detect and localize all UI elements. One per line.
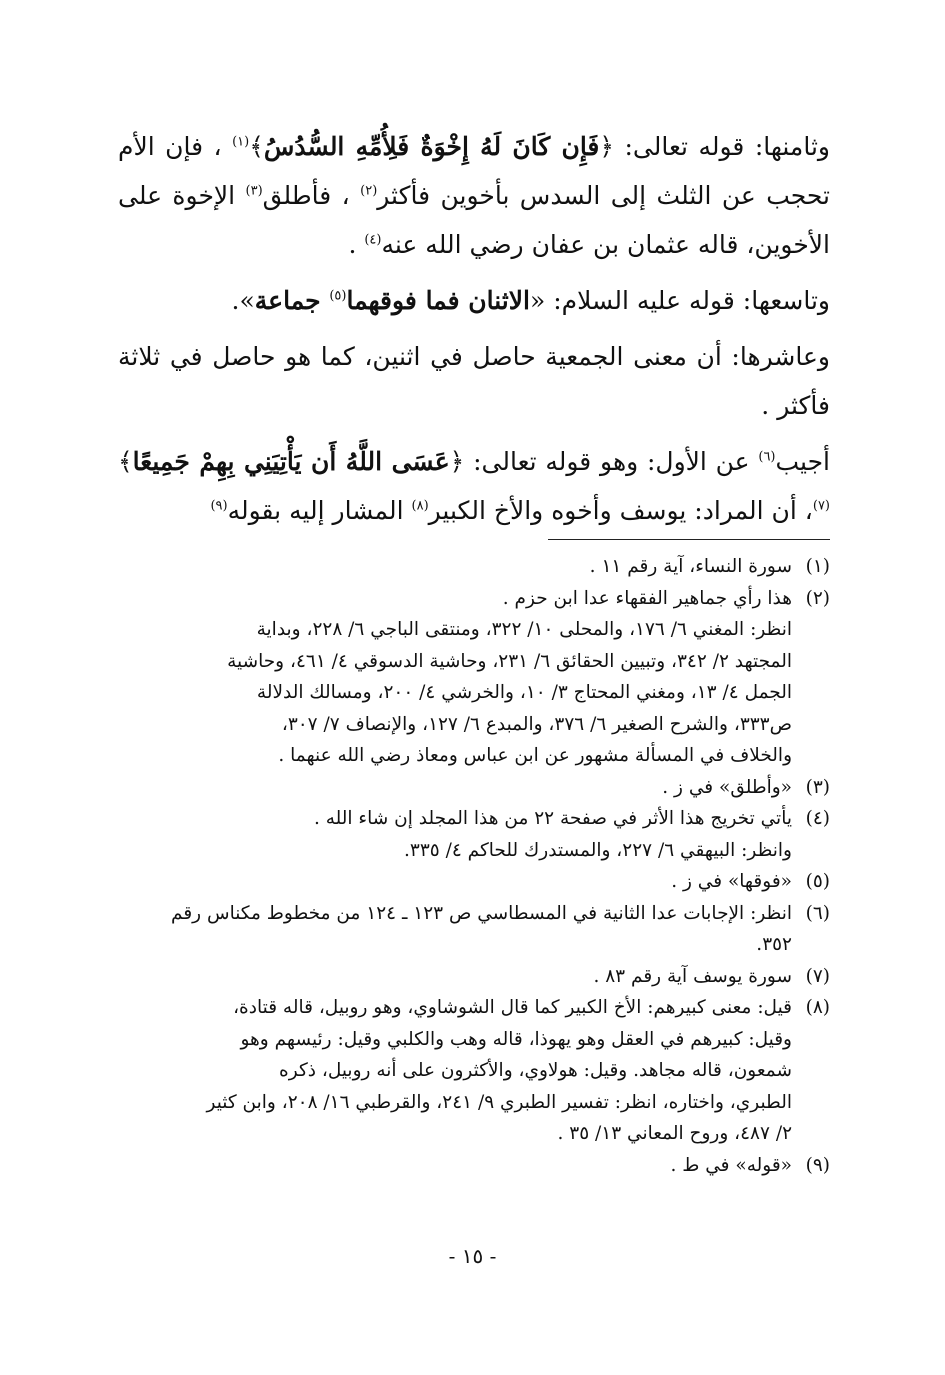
footnote-item (118, 772, 830, 804)
footnote-line: هذا رأي جماهير الفقهاء عدا ابن حزم . (502, 587, 792, 609)
footnote-number: (٨) (805, 997, 830, 1018)
footnote-line: سورة يوسف آية رقم ٨٣ . (593, 965, 792, 987)
text-segment: الإخوة على الأخوين، قاله عثمان بن عفان رضي الله عنه (118, 181, 830, 259)
footnote-line: انظر: المغني ٦/ ١٧٦، والمحلى ١٠/ ٣٢٢، ومنتقى الباجي ٦/ ٢٢٨، وبداية (256, 619, 792, 640)
text-segment: ، فإن الأم تحجب عن الثلث إلى السدس بأخوين فأكثر (118, 132, 830, 210)
main-text (118, 122, 830, 535)
footnote-line: والخلاف في المسألة مشهور عن ابن عباس ومعاذ رضي الله عنهما . (278, 745, 792, 766)
text-segment: ، أن المراد: يوسف وأخوه والأخ الكبير (428, 496, 813, 525)
footnote-ref: (٦) (758, 449, 776, 465)
quran-verse: عَسَى اللَّهُ أَن يَأْتِيَنِي بِهِمْ جَمِيعًا (132, 447, 450, 476)
footnote-number: (٦) (805, 902, 830, 924)
text-segment: . (348, 230, 365, 259)
footnote-line: المجتهد ٢/ ٣٤٢، وتبيين الحقائق ٦/ ٢٣١، وحاشية الدسوقي ٤/ ٤٦١، وحاشية (227, 650, 792, 672)
footnote-ref: (٩) (210, 498, 228, 514)
footnote-number: (٢) (805, 587, 830, 609)
footnote-line: الجمل ٤/ ١٣، ومغني المحتاج ٣/ ١٠، والخرشي ٤/ ٢٠٠، ومسالك الدلالة (256, 682, 792, 703)
text-segment: ﴾ (249, 132, 264, 161)
footnote-line: ص٣٣٣، والشرح الصغير ٦/ ٣٧٦، والمبدع ٦/ ١٢٧، والإنصاف ٧/ ٣٠٧، (281, 713, 792, 735)
footnote-line: وقيل: كبيرهم في العقل وهو يهوذا، قاله وهب والكلبي وقيل: رئيسهم وهو (240, 1028, 792, 1050)
footnote-ref: (٨) (411, 498, 429, 514)
text-segment: ». (231, 286, 255, 315)
footnote-ref: (٤) (364, 232, 382, 248)
footnote-item (118, 551, 830, 583)
footnote-item (118, 898, 830, 961)
footnote-line: سورة النساء، آية رقم ١١ . (589, 556, 792, 577)
footnote-ref: (٧) (812, 498, 830, 514)
footnote-text (118, 992, 792, 1150)
text-segment: عن الأول: وهو قوله تعالى: ﴿ (449, 447, 759, 476)
paragraph-answer (118, 437, 830, 535)
footnote-ref: (٢) (360, 183, 378, 199)
footnote-number: (٣) (805, 776, 830, 798)
footnote-number: (٥) (805, 871, 830, 892)
footnote-item (118, 1150, 830, 1182)
footnote-line: يأتي تخريج هذا الأثر في صفحة ٢٢ من هذا المجلد إن شاء الله . (313, 808, 792, 829)
footnote-ref: (٣) (245, 183, 263, 199)
footnote-ref: (٥) (329, 288, 347, 304)
footnote-ref: (١) (232, 134, 250, 150)
paragraph-tenth: وعاشرها: أن معنى الجمعية حاصل في اثنين، كما هو حاصل في ثلاثة فأكثر . (118, 342, 830, 420)
footnote-line: ٢/ ٤٨٧، وروح المعاني ١٣/ ٣٥ . (557, 1123, 792, 1144)
footnote-text (118, 772, 792, 804)
text-segment: ، فأطلق (262, 181, 361, 210)
footnote-item (118, 803, 830, 866)
footnote-item (118, 992, 830, 1150)
footnote-text (118, 866, 792, 898)
footnote-line: انظر: الإجابات عدا الثانية في المسطاسي ص ١٢٣ ـ ١٢٤ من مخطوط مكناس رقم (171, 902, 792, 924)
footnote-number: (٧) (805, 965, 830, 987)
paragraph-eighth (118, 122, 830, 269)
footnote-line: قيل: معنى كبيرهم: الأخ الكبير كما قال الشوشاوي، وهو روبيل، قاله قتادة، (233, 997, 792, 1018)
footnote-number: (٩) (805, 1154, 830, 1176)
footnote-text (118, 583, 792, 772)
paragraph-ninth (118, 276, 830, 325)
hadith-text: الاثنان فما فوقهما (346, 286, 530, 315)
text-segment: المشار إليه بقوله (227, 496, 412, 525)
footnote-text (118, 803, 792, 866)
text-segment: ﴾ (118, 447, 133, 476)
footnote-item (118, 961, 830, 993)
footnote-line: «وأطلق» في ز . (662, 776, 792, 798)
footnote-line: وانظر: البيهقي ٦/ ٢٢٧، والمستدرك للحاكم ٤/ ٣٣٥. (404, 839, 792, 861)
footnotes (118, 551, 830, 1181)
footnote-divider (548, 539, 830, 540)
footnote-line: شمعون، قاله مجاهد. وقيل: هولاوي، والأكثرون على أنه روبيل، ذكره (279, 1060, 792, 1081)
text-segment: أجيب (775, 447, 830, 476)
quran-verse: فَإِن كَانَ لَهُ إِخْوَةٌ فَلِأُمِّهِ السُّدُسُ (263, 132, 600, 161)
text-segment: وتاسعها: قوله عليه السلام: « (529, 286, 830, 315)
footnote-line: «فوقها» في ز . (671, 871, 792, 892)
footnote-item (118, 866, 830, 898)
page-number: - ١٥ - (448, 1244, 497, 1268)
footnote-line: الطبري، واختاره، انظر: تفسير الطبري ٩/ ٢٤١، والقرطبي ١٦/ ٢٠٨، وابن كثير (206, 1091, 792, 1113)
footnote-number: (١) (805, 556, 830, 577)
footnote-line: ٣٥٢. (756, 934, 792, 955)
footnote-text (118, 961, 792, 993)
text-segment: وثامنها: قوله تعالى: ﴿ (599, 132, 830, 161)
footnote-number: (٤) (805, 808, 830, 829)
footnote-text (118, 551, 792, 583)
footnote-line: «قوله» في ط . (670, 1154, 792, 1176)
footnote-text (118, 1150, 792, 1182)
hadith-text: جماعة (254, 286, 330, 315)
footnote-text (118, 898, 792, 961)
footnote-item (118, 583, 830, 772)
